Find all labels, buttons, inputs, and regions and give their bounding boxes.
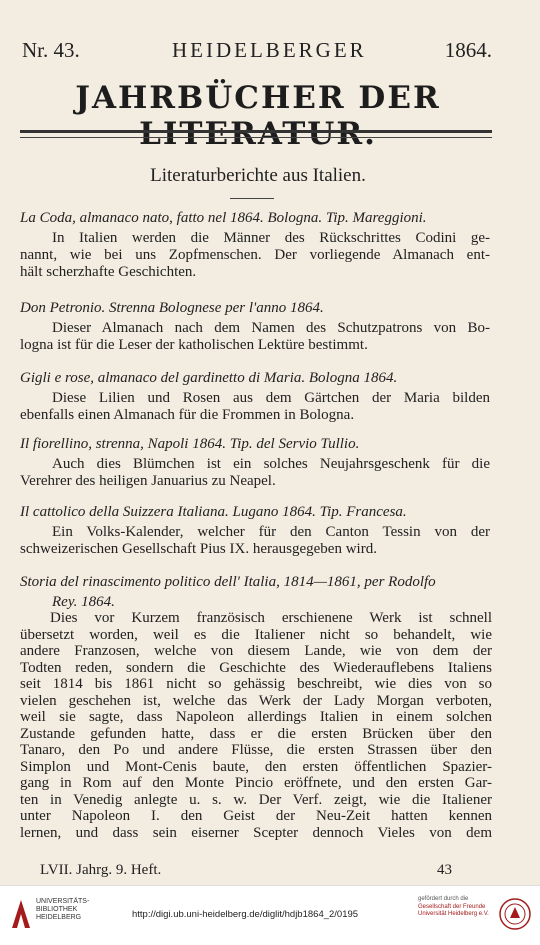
- text-line: Dies vor Kurzem französisch erschienene Werk ist schnell: [50, 610, 492, 626]
- text-line: unter Napoleon I. den Geist der Neu-Zeit hatten kennen: [20, 808, 492, 824]
- entry-4: [20, 434, 490, 490]
- library-logo-icon: [10, 896, 32, 930]
- section-title: Literaturberichte aus Italien.: [150, 165, 366, 186]
- header-year: 1864.: [444, 38, 492, 62]
- section-rule: [230, 198, 274, 199]
- entry-body: [20, 320, 490, 354]
- body-line: logna ist für die Leser der katholischen Lektüre bestimmt.: [20, 337, 368, 353]
- body-line: Dieser Almanach nach dem Namen des Schutzpatrons von Bo-: [52, 320, 490, 336]
- entry-body: [20, 456, 490, 490]
- entry-1: [20, 208, 490, 281]
- body-line: schweizerischen Gesellschaft Pius IX. herausgegeben wird.: [20, 541, 377, 557]
- entry-6: [20, 572, 490, 612]
- text-line: seit 1814 bis 1861 nicht so gehässig beschreibt, wie dies von so: [20, 676, 492, 692]
- text-line: übersetzt worden, weil es die Italiener nicht so behandelt, wie: [20, 626, 492, 643]
- body-line: Auch dies Blümchen ist ein solches Neujahrsgeschenk für die: [52, 456, 490, 472]
- text-line: Todten reden, sondern die Geschichte des Wiederauflebens Italiens: [20, 659, 492, 676]
- entry-body: [20, 524, 490, 558]
- entry-title: Storia del rinascimento politico dell' Italia, 1814—1861, per Rodolfo: [20, 574, 436, 590]
- thick-rule: [20, 130, 492, 133]
- entry-2: [20, 298, 490, 354]
- funding-line: Gesellschaft der Freunde: [418, 903, 486, 910]
- text-line: gang in Rom auf den Monte Pincio eröffnete, und den ersten Gar-: [20, 775, 492, 791]
- entry-body: [20, 390, 490, 424]
- text-line: Simplon und Mont-Cenis baute, den ersten öffentlichen Spazier-: [20, 758, 492, 775]
- issue-number: Nr. 43.: [22, 38, 80, 62]
- seal-icon: [499, 898, 531, 930]
- library-line: BIBLIOTHEK: [36, 906, 78, 913]
- text-line: ten in Venedig anlegte u. s. w. Der Verf. zeigt, wie die Italiener: [20, 791, 492, 808]
- library-line: HEIDELBERG: [36, 914, 82, 921]
- entry-title: La Coda, almanaco nato, fatto nel 1864. Bologna. Tip. Mareggioni.: [20, 210, 427, 226]
- text-line: weil sie sagte, dass Napoleon allerdings Italien in einem solchen: [20, 709, 492, 725]
- header-center: HEIDELBERGER: [172, 38, 367, 62]
- text-line: lernen, und dass sein eiserner Scepter dennoch Vieles von dem: [20, 824, 492, 841]
- funding-line: gefördert durch die: [418, 896, 469, 902]
- entry-body: [20, 230, 490, 281]
- body-line: Diese Lilien und Rosen aus dem Gärtchen der Maria bilden: [52, 390, 490, 406]
- entry-title: Gigli e rose, almanaco del gardinetto di Maria. Bologna 1864.: [20, 370, 398, 386]
- viewer-bar: [0, 885, 540, 945]
- body-line: hält scherzhafte Geschichten.: [20, 264, 197, 280]
- signature-mark: LVII. Jahrg. 9. Heft.: [40, 862, 162, 878]
- funding-note: [418, 896, 493, 919]
- text-line: Zustande gefunden hatte, dass er die ersten Brücken über den: [20, 725, 492, 742]
- body-line: Verehrer des heiligen Januarius zu Neapel.: [20, 473, 276, 489]
- journal-title: JAHRBÜCHER DER LITERATUR.: [75, 80, 441, 152]
- permalink[interactable]: http://digi.ub.uni-heidelberg.de/diglit/hdjb1864_2/0195: [132, 909, 359, 920]
- running-header: [22, 38, 492, 62]
- thin-rule: [20, 137, 492, 138]
- entry-title: Il fiorellino, strenna, Napoli 1864. Tip. del Servio Tullio.: [20, 436, 360, 452]
- body-line: In Italien werden die Männer des Rückschrittes Codini ge-: [52, 230, 490, 246]
- main-text: [20, 610, 492, 841]
- entry-title: Don Petronio. Strenna Bolognese per l'anno 1864.: [20, 300, 324, 316]
- page-footer: [22, 862, 490, 880]
- text-line: andere Franzosen, welche von diesem Lande, wie von dem der: [20, 643, 492, 659]
- text-line: vielen geschehen ist, welche das Werk der Lady Morgan verboten,: [20, 692, 492, 709]
- body-line: nannt, wie bei uns Zopfmenschen. Der vorliegende Almanach ent-: [20, 247, 490, 263]
- text-line: Tanaro, den Po und andere Flüsse, die ersten Strassen über den: [20, 742, 492, 758]
- body-line: Ein Volks-Kalender, welcher für den Canton Tessin von der: [52, 524, 490, 540]
- body-line: ebenfalls einen Almanach für die Frommen in Bologna.: [20, 407, 355, 423]
- page-number: 43: [437, 862, 452, 878]
- library-line: UNIVERSITÄTS-: [36, 898, 90, 905]
- entry-5: [20, 502, 490, 558]
- funding-line: Universität Heidelberg e.V.: [418, 911, 489, 917]
- entry-3: [20, 368, 490, 424]
- entry-title-cont: Rey. 1864.: [52, 594, 115, 610]
- entry-title: Il cattolico della Suizzera Italiana. Lugano 1864. Tip. Francesa.: [20, 504, 407, 520]
- library-name: [36, 898, 89, 922]
